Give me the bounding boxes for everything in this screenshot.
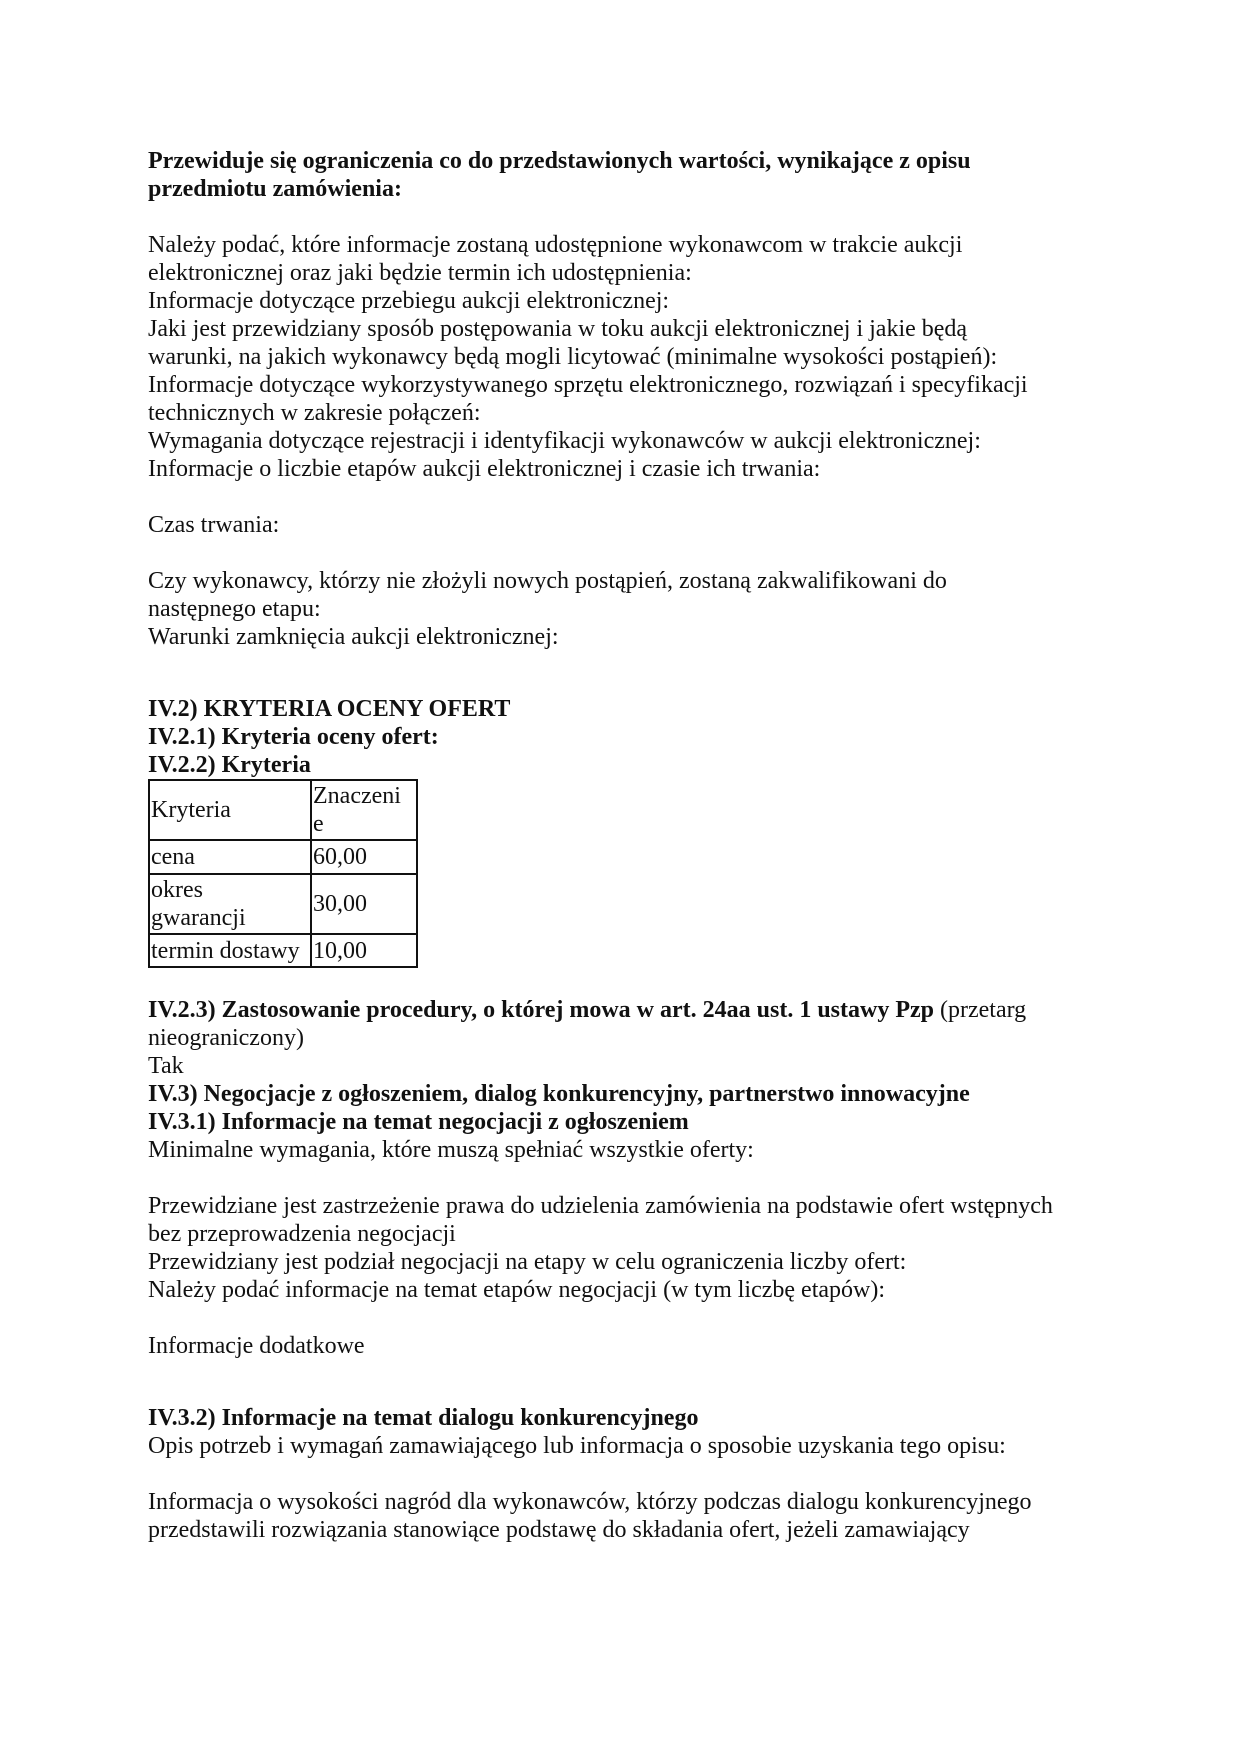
additional-info-label: Informacje dodatkowe — [148, 1333, 365, 1359]
criterion-name-cell: termin dostawy — [149, 934, 311, 967]
spacer — [148, 539, 1108, 567]
text-line: Przewidziane jest zastrzeżenie prawa do udzielenia zamówienia na podstawie ofert wstępnych — [148, 1193, 1053, 1219]
criterion-name-line: okres — [151, 877, 203, 903]
header-cell-weight — [311, 780, 417, 840]
section-heading-iv21: IV.2.1) Kryteria oceny ofert: — [148, 724, 439, 750]
document-page — [148, 147, 1108, 1544]
text-line: Informacja o wysokości nagród dla wykonawców, którzy podczas dialogu konkurencyjnego — [148, 1489, 1032, 1515]
criterion-name-cell — [149, 874, 311, 934]
duration-label: Czas trwania: — [148, 512, 280, 538]
header-cell-weight-line1: Znaczeni — [313, 783, 401, 809]
header-cell-weight-line2: e — [313, 811, 324, 837]
section-iv23-continuation: nieograniczony) — [148, 1025, 304, 1051]
auction-info-block — [148, 231, 1108, 483]
section-heading-iv2: IV.2) KRYTERIA OCENY OFERT — [148, 696, 511, 722]
table-row — [149, 934, 417, 967]
header-cell-criteria: Kryteria — [149, 780, 311, 840]
text-line: Informacje dotyczące przebiegu aukcji elektronicznej: — [148, 288, 670, 314]
text-line: Wymagania dotyczące rejestracji i identyfikacji wykonawców w aukcji elektronicznej: — [148, 428, 981, 454]
spacer — [148, 651, 1108, 679]
criterion-name-cell: cena — [149, 840, 311, 874]
criteria-table — [148, 779, 418, 968]
table-header-row — [149, 780, 417, 840]
text-line: następnego etapu: — [148, 596, 321, 622]
text-line: technicznych w zakresie połączeń: — [148, 400, 481, 426]
spacer — [148, 1360, 1108, 1388]
spacer — [148, 1164, 1108, 1192]
text-line: Warunki zamknięcia aukcji elektronicznej: — [148, 624, 559, 650]
section-heading-iv23: IV.2.3) Zastosowanie procedury, o której mowa w art. 24aa ust. 1 ustawy Pzp — [148, 997, 934, 1023]
section-heading-iv3: IV.3) Negocjacje z ogłoszeniem, dialog konkurencyjny, partnerstwo innowacyjne — [148, 1081, 970, 1107]
text-line: Czy wykonawcy, którzy nie złożyli nowych postąpień, zostaną zakwalifikowani do — [148, 568, 947, 594]
section-heading-iv32: IV.3.2) Informacje na temat dialogu konkurencyjnego — [148, 1405, 699, 1431]
section-heading-iv31: IV.3.1) Informacje na temat negocjacji z ogłoszeniem — [148, 1109, 689, 1135]
text-line: przedstawili rozwiązania stanowiące podstawę do składania ofert, jeżeli zamawiający — [148, 1517, 970, 1543]
text-line: bez przeprowadzenia negocjacji — [148, 1221, 456, 1247]
spacer — [148, 483, 1108, 511]
answer-yes: Tak — [148, 1053, 184, 1079]
criterion-weight-cell: 30,00 — [311, 874, 417, 934]
spacer — [148, 203, 1108, 231]
spacer — [148, 968, 1108, 996]
section-iv23-note: (przetarg — [934, 997, 1027, 1023]
criterion-weight-cell: 10,00 — [311, 934, 417, 967]
table-row — [149, 874, 417, 934]
text-line: Informacje o liczbie etapów aukcji elektronicznej i czasie ich trwania: — [148, 456, 821, 482]
negotiation-block — [148, 1192, 1108, 1304]
section-heading-iv22: IV.2.2) Kryteria — [148, 752, 311, 778]
spacer — [148, 1304, 1108, 1332]
text-line: warunki, na jakich wykonawcy będą mogli licytować (minimalne wysokości postąpień): — [148, 344, 998, 370]
text-line: Informacje dotyczące wykorzystywanego sprzętu elektronicznego, rozwiązań i specyfikacji — [148, 372, 1028, 398]
criterion-name-line: gwarancji — [151, 905, 246, 931]
spacer — [148, 1388, 1108, 1404]
text-line: Należy podać informacje na temat etapów negocjacji (w tym liczbę etapów): — [148, 1277, 886, 1303]
prizes-block — [148, 1488, 1108, 1544]
text-line: Przewidziany jest podział negocjacji na etapy w celu ograniczenia liczby ofert: — [148, 1249, 907, 1275]
min-requirements-label: Minimalne wymagania, które muszą spełniać wszystkie oferty: — [148, 1137, 754, 1163]
needs-description-label: Opis potrzeb i wymagań zamawiającego lub informacja o sposobie uzyskania tego opisu: — [148, 1433, 1006, 1459]
qualification-block — [148, 567, 1108, 651]
text-line: Należy podać, które informacje zostaną udostępnione wykonawcom w trakcie aukcji — [148, 232, 963, 258]
spacer — [148, 1460, 1108, 1488]
heading-restrictions: Przewiduje się ograniczenia co do przedstawionych wartości, wynikające z opisu przedmiotu zamówienia: — [148, 148, 971, 202]
spacer — [148, 679, 1108, 695]
text-line: elektronicznej oraz jaki będzie termin ich udostępnienia: — [148, 260, 692, 286]
section-iv23 — [148, 996, 1108, 1024]
criterion-weight-cell: 60,00 — [311, 840, 417, 874]
text-line: Jaki jest przewidziany sposób postępowania w toku aukcji elektronicznej i jakie będą — [148, 316, 968, 342]
table-row — [149, 840, 417, 874]
